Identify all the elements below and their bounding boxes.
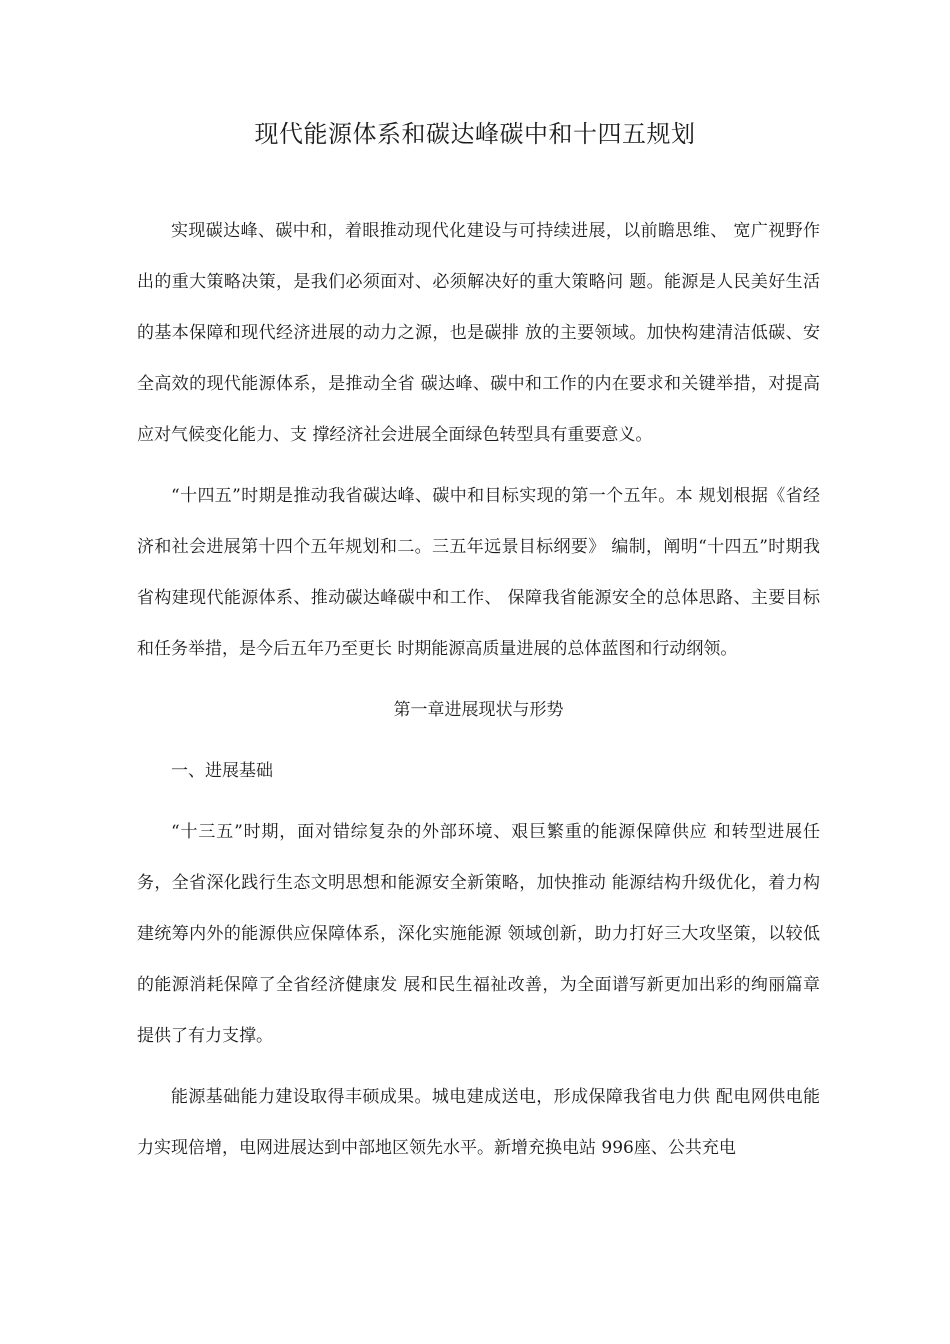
paragraph-plan-basis: “十四五”时期是推动我省碳达峰、碳中和目标实现的第一个五年。本 规划根据《省经济和社会进展第十四个五年规划和二。三五年远景目标纲要》 编制，阐明“十四五”时期我省构建现代能源体系、推动碳达峰碳中和工作、 保障我省能源安全的总体思路、主要目标和任务举措，是今后五年乃至更长 时期能源高质量进展的总体蓝图和行动纲领。 [137,486,820,659]
document-title: 现代能源体系和碳达峰碳中和十四五规划 [254,120,696,148]
paragraph-intro: 实现碳达峰、碳中和，着眼推动现代化建设与可持续进展，以前瞻思维、 宽广视野作出的重大策略决策，是我们必须面对、必须解决好的重大策略问 题。能源是人民美好生活的基本保障和现代经济进展的动力之源，也是碳排 放的主要领域。加快构建清洁低碳、安全高效的现代能源体系，是推动全省 碳达峰、碳中和工作的内在要求和关键举措，对提高应对气候变化能力、支 撑经济社会进展全面绿色转型具有重要意义。 [137,221,820,445]
chapter-heading: 第一章进展现状与形势 [393,700,564,720]
paragraph-13th-five-year: “十三五”时期，面对错综复杂的外部环境、艰巨繁重的能源保障供应 和转型进展任务，全省深化践行生态文明思想和能源安全新策略，加快推动 能源结构升级优化，着力构建统筹内外的能源供应保障体系，深化实施能源 领域创新，助力打好三大攻坚策，以较低的能源消耗保障了全省经济健康发 展和民生福祉改善，为全面谱写新更加出彩的绚丽篇章提供了有力支撑。 [137,822,820,1046]
section-heading: 一、进展基础 [171,761,273,781]
paragraph-energy-infrastructure: 能源基础能力建设取得丰硕成果。城电建成送电，形成保障我省电力供 配电网供电能力实现倍增，电网进展达到中部地区领先水平。新增充换电站 996座、公共充电 [137,1087,820,1158]
document-body [137,206,820,1184]
